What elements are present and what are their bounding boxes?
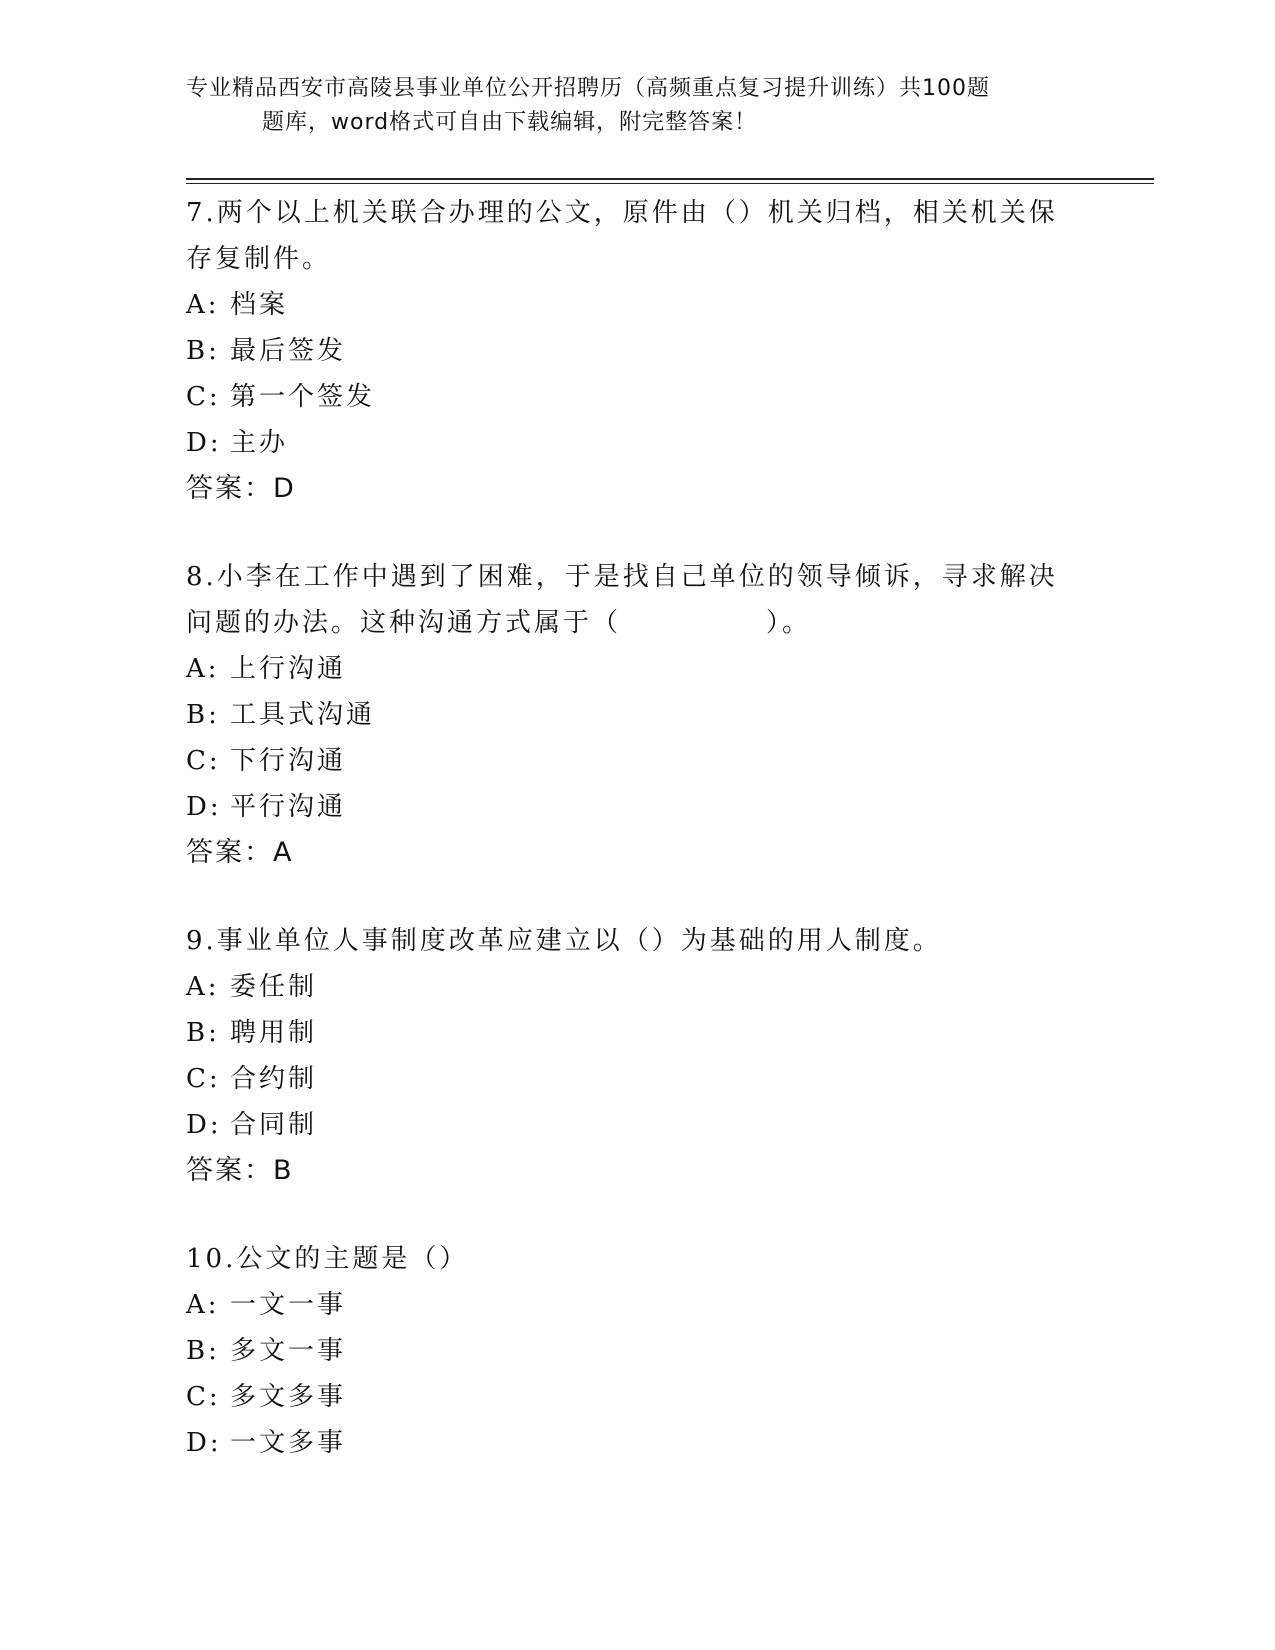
header-divider-thin — [186, 183, 1154, 184]
option-letter: A: — [186, 290, 220, 320]
question-text: 10.公文的主题是（） — [186, 1244, 469, 1274]
option-text: 委任制 — [230, 972, 318, 1002]
option-text: 聘用制 — [230, 1018, 318, 1048]
option-c — [186, 374, 1066, 420]
option-b — [186, 692, 1066, 738]
header-title-line-2: 题库，word格式可自由下载编辑，附完整答案！ — [262, 110, 758, 135]
option-text: 合约制 — [230, 1064, 318, 1094]
option-a — [186, 646, 1066, 692]
option-letter: B: — [186, 1336, 220, 1366]
option-b — [186, 1010, 1066, 1056]
option-text: 合同制 — [230, 1110, 318, 1140]
option-text: 下行沟通 — [230, 746, 347, 776]
option-text: 最后签发 — [230, 336, 347, 366]
option-c — [186, 1374, 1066, 1420]
option-c — [186, 738, 1066, 784]
option-text: 多文一事 — [230, 1336, 347, 1366]
option-letter: B: — [186, 1018, 220, 1048]
question-10 — [186, 1236, 1066, 1466]
answer-line: 答案：A — [186, 837, 294, 868]
answer-line: 答案：B — [186, 1155, 294, 1186]
option-a — [186, 1282, 1066, 1328]
option-letter: C: — [186, 1382, 221, 1412]
option-text: 一文一事 — [230, 1290, 347, 1320]
option-letter: A: — [186, 1290, 220, 1320]
header-title-line-1: 专业精品西安市高陵县事业单位公开招聘历（高频重点复习提升训练）共100题 — [186, 76, 990, 101]
option-d — [186, 1102, 1066, 1148]
option-text: 多文多事 — [230, 1382, 347, 1412]
option-text: 上行沟通 — [230, 654, 347, 684]
option-text: 档案 — [230, 290, 289, 320]
question-8 — [186, 554, 1066, 876]
question-text: 8.小李在工作中遇到了困难，于是找自己单位的领导倾诉，寻求解决问题的办法。这种沟通方式属于（ ）。 — [186, 562, 1058, 638]
option-d — [186, 420, 1066, 466]
option-text: 第一个签发 — [230, 382, 376, 412]
option-letter: B: — [186, 700, 220, 730]
answer-line: 答案：D — [186, 473, 296, 504]
option-text: 工具式沟通 — [230, 700, 376, 730]
option-c — [186, 1056, 1066, 1102]
question-9 — [186, 918, 1066, 1194]
question-7 — [186, 190, 1066, 512]
option-letter: A: — [186, 654, 220, 684]
option-text: 平行沟通 — [230, 792, 347, 822]
option-letter: C: — [186, 746, 221, 776]
option-b — [186, 328, 1066, 374]
header-divider-thick — [186, 178, 1154, 180]
option-letter: A: — [186, 972, 220, 1002]
question-list — [186, 190, 1066, 1466]
option-d — [186, 1420, 1066, 1466]
option-letter: D: — [186, 428, 222, 458]
option-a — [186, 964, 1066, 1010]
option-text: 主办 — [230, 428, 289, 458]
option-letter: C: — [186, 1064, 221, 1094]
document-header — [186, 72, 1066, 140]
option-letter: D: — [186, 792, 222, 822]
option-letter: B: — [186, 336, 220, 366]
question-text: 9.事业单位人事制度改革应建立以（）为基础的用人制度。 — [186, 926, 942, 956]
option-text: 一文多事 — [230, 1428, 347, 1458]
option-letter: D: — [186, 1428, 222, 1458]
question-text: 7.两个以上机关联合办理的公文，原件由（）机关归档，相关机关保存复制件。 — [186, 198, 1058, 274]
option-letter: D: — [186, 1110, 222, 1140]
option-a — [186, 282, 1066, 328]
option-letter: C: — [186, 382, 221, 412]
option-d — [186, 784, 1066, 830]
option-b — [186, 1328, 1066, 1374]
